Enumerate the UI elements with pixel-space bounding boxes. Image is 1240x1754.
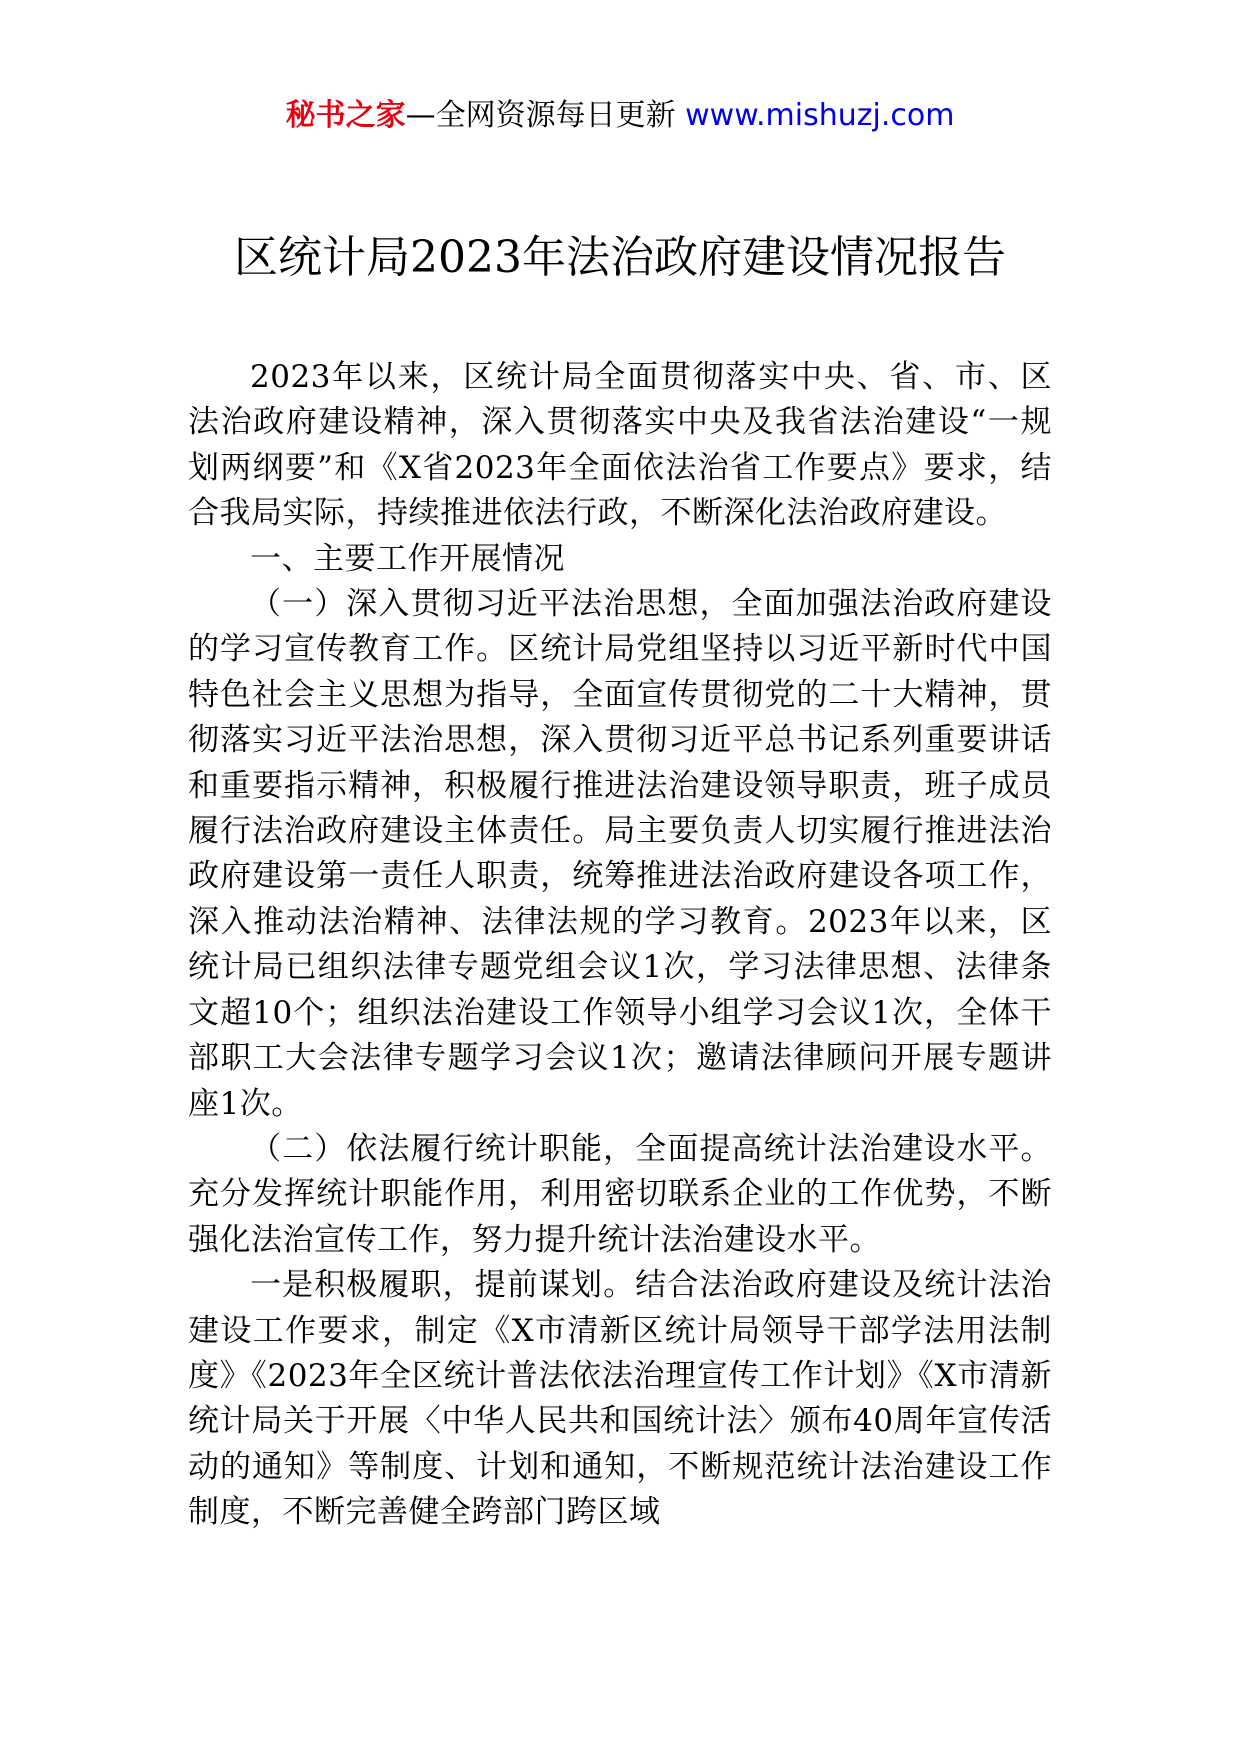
body-paragraph: 一是积极履职，提前谋划。结合法治政府建设及统计法治建设工作要求，制定《X市清新区统计局领导干部学法用法制度》《2023年全区统计普法依法治理宣传工作计划》《X市清新统计局关于开展〈中华人民共和国统计法〉颁布40周年宣传活动的通知》等制度、计划和通知，不断规范统计法治建设工作制度，不断完善健全跨部门跨区域 bbox=[188, 1267, 1052, 1531]
document-body bbox=[188, 355, 1052, 1536]
body-paragraph: （二）依法履行统计职能，全面提高统计法治建设水平。充分发挥统计职能作用，利用密切联系企业的工作优势，不断强化法治宣传工作，努力提升统计法治建设水平。 bbox=[188, 1130, 1052, 1258]
intro-paragraph: 2023年以来，区统计局全面贯彻落实中央、省、市、区法治政府建设精神，深入贯彻落实中央及我省法治建设“一规划两纲要”和《X省2023年全面依法治省工作要点》要求，结合我局实际，持续推进依法行政，不断深化法治政府建设。 bbox=[188, 359, 1052, 532]
header-slogan: —全网资源每日更新 bbox=[405, 98, 676, 133]
brand-name: 秘书之家 bbox=[285, 98, 406, 133]
site-url-link[interactable]: www.mishuzj.com bbox=[685, 98, 955, 133]
section-heading: 一、主要工作开展情况 bbox=[250, 540, 565, 577]
document-title: 区统计局2023年法治政府建设情况报告 bbox=[234, 232, 1006, 283]
site-header bbox=[0, 96, 1240, 136]
body-paragraph: （一）深入贯彻习近平法治思想，全面加强法治政府建设的学习宣传教育工作。区统计局党组坚持以习近平新时代中国特色社会主义思想为指导，全面宣传贯彻党的二十大精神，贯彻落实习近平法治思想，深入贯彻习近平总书记系列重要讲话和重要指示精神，积极履行推进法治建设领导职责，班子成员履行法治政府建设主体责任。局主要负责人切实履行推进法治政府建设第一责任人职责，统筹推进法治政府建设各项工作，深入推动法治精神、法律法规的学习教育。2023年以来，区统计局已组织法律专题党组会议1次，学习法律思想、法律条文超10个；组织法治建设工作领导小组学习会议1次，全体干部职工大会法律专题学习会议1次；邀请法律顾问开展专题讲座1次。 bbox=[188, 586, 1052, 1122]
